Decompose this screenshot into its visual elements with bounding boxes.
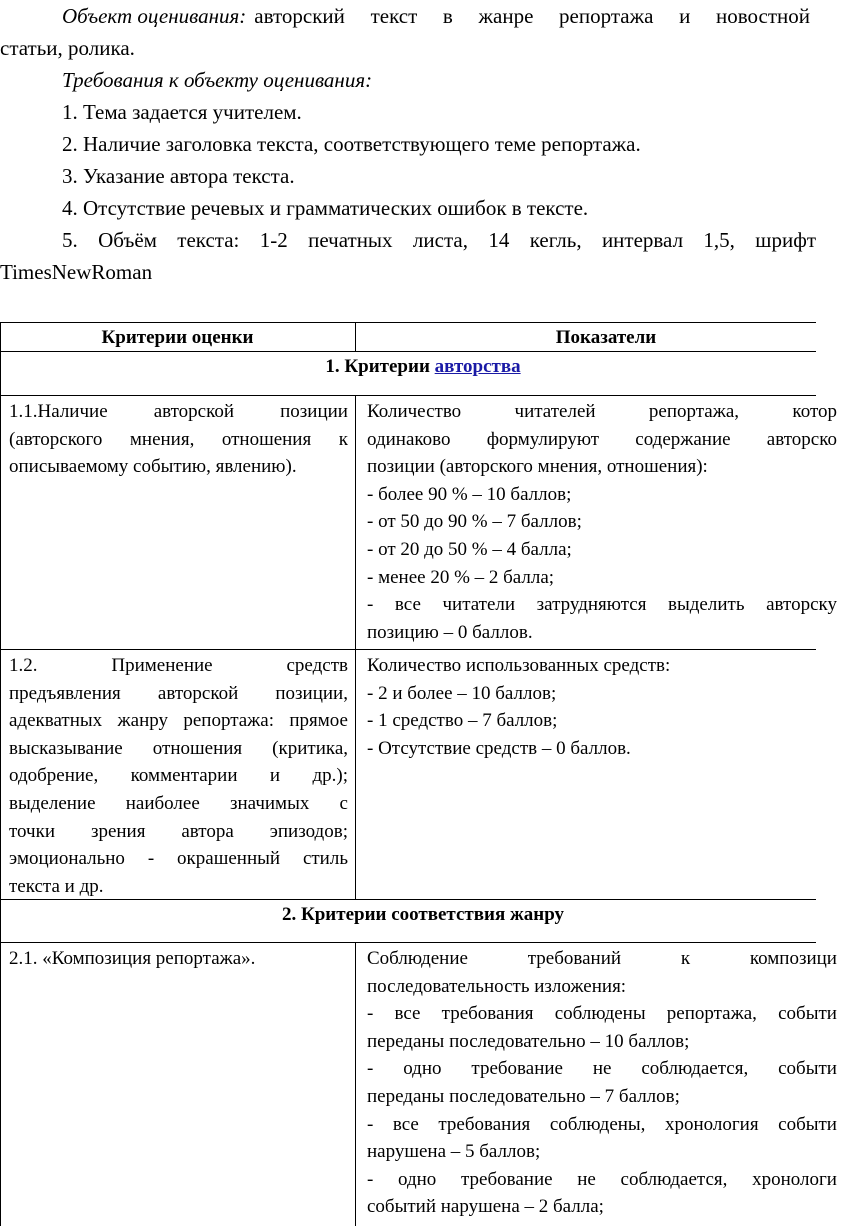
criteria-line: эмоционально - окрашенный стиль (9, 848, 348, 870)
object-text-cont: статьи, ролика. (0, 36, 135, 60)
indicator-line: переданы последовательно – 10 баллов; (367, 1030, 690, 1052)
indicator-line: - одно требование не соблюдается, хронологи (367, 1168, 837, 1190)
indicator-line: - от 20 до 50 % – 4 балла; (367, 538, 572, 560)
section-1-title: 1. Критерии авторства (325, 356, 521, 377)
indicator-line: - одно требование не соблюдается, событи (367, 1058, 837, 1080)
criteria-2-1 (9, 945, 348, 973)
requirement-tail: TimesNewRoman (0, 260, 153, 284)
requirement-item: 2. Наличие заголовка текста, соответствующего теме репортажа. (62, 132, 641, 156)
object-label: Объект оценивания: (62, 4, 247, 28)
indicator-line: Количество использованных средств: (367, 655, 671, 676)
criteria-line: адекватных жанру репортажа: прямое (9, 710, 348, 732)
indicator-line: - 2 и более – 10 баллов; (367, 682, 557, 704)
criteria-line: высказывание отношения (критика, (9, 737, 348, 759)
indicator-line: - более 90 % – 10 баллов; (367, 483, 572, 505)
indicator-line: - менее 20 % – 2 балла; (367, 566, 555, 588)
requirement-item: 4. Отсутствие речевых и грамматических ошибок в тексте. (62, 196, 589, 220)
indicators-2-1 (367, 945, 837, 1221)
criteria-line: описываемому событию, явлению). (9, 456, 297, 478)
header-criteria: Критерии оценки (101, 327, 254, 348)
criteria-line: 1.2. Применение средств (9, 655, 348, 676)
criteria-line: текста и др. (9, 875, 104, 897)
criteria-line: выделение наиболее значимых с (9, 792, 348, 814)
criteria-1-2 (9, 652, 348, 900)
indicator-line: Количество читателей репортажа, котор (367, 401, 837, 422)
indicator-line: позицию – 0 баллов. (367, 621, 533, 643)
indicator-line: - все требования соблюдены репортажа, событи (367, 1003, 837, 1025)
indicator-line: - 1 средство – 7 баллов; (367, 710, 558, 732)
criteria-line: предъявления авторской позиции, (9, 682, 348, 704)
indicators-1-2 (367, 652, 837, 762)
authorship-link[interactable]: авторства (434, 356, 521, 377)
indicator-line: - от 50 до 90 % – 7 баллов; (367, 511, 582, 533)
indicator-line: - все читатели затрудняются выделить авторску (367, 594, 837, 616)
criteria-line: 1.1.Наличие авторской позиции (9, 401, 348, 422)
criteria-line: 2.1. «Композиция репортажа». (9, 948, 256, 969)
requirement-item: 3. Указание автора текста. (62, 164, 295, 188)
indicator-line: событий нарушена – 2 балла; (367, 1196, 604, 1218)
indicator-line: нарушена – 5 баллов; (367, 1141, 541, 1163)
indicator-line: Соблюдение требований к композици (367, 948, 837, 969)
criteria-line: точки зрения автора эпизодов; (9, 820, 348, 842)
indicator-line: одинаково формулируют содержание авторско (367, 428, 837, 450)
header-indicators: Показатели (555, 327, 657, 348)
indicator-line: переданы последовательно – 7 баллов; (367, 1085, 680, 1107)
requirement-item: 5. Объём текста: 1-2 печатных листа, 14 кегль, интервал 1,5, шрифт (62, 228, 816, 252)
indicator-line: последовательность изложения: (367, 975, 627, 997)
indicator-line: - все требования соблюдены, хронология событи (367, 1113, 837, 1135)
indicator-line: позиции (авторского мнения, отношения): (367, 456, 708, 478)
requirement-item: 1. Тема задается учителем. (62, 100, 302, 124)
criteria-table (0, 322, 837, 1226)
criteria-1-1 (9, 398, 348, 481)
object-text: авторский текст в жанре репортажа и новостной (254, 4, 810, 28)
section-2-title: 2. Критерии соответствия жанру (281, 904, 565, 925)
object-line (0, 0, 816, 32)
criteria-line: одобрение, комментарии и др.); (9, 765, 348, 787)
criteria-line: (авторского мнения, отношения к (9, 428, 348, 450)
requirements-label: Требования к объекту оценивания: (62, 68, 373, 92)
indicators-1-1 (367, 398, 837, 646)
indicator-line: - Отсутствие средств – 0 баллов. (367, 737, 631, 759)
